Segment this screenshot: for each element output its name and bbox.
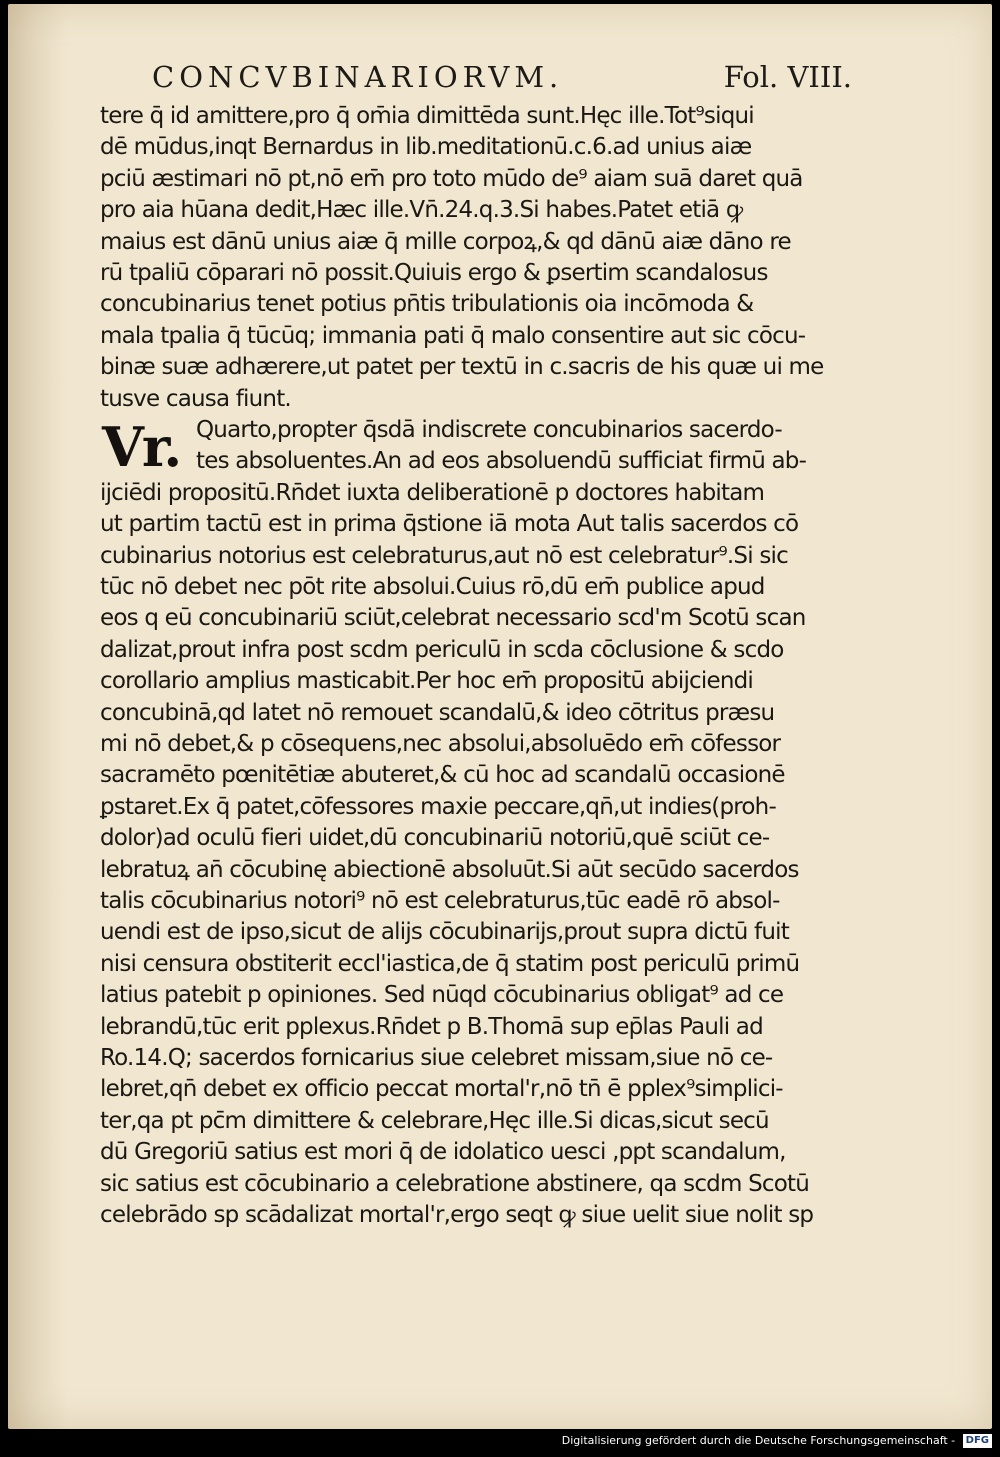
text-line: latius patebit p opiniones. Sed nūqd cōcubinarius obligat⁹ ad ce [100,982,784,1009]
decorated-initial: Vr. [102,415,181,479]
text-line: Ro.14.Q; sacerdos fornicarius siue celebret missam,siue nō ce- [100,1045,773,1071]
text-line: concubinā,qd latet nō remouet scandalū,& ideo cōtritus præsu [100,699,775,726]
page-header [152,60,852,100]
running-head: CONCVBINARIORVM. [152,60,564,94]
text-line: mi nō debet,& p cōsequens,nec absolui,absoluēdo em̄ cōfessor [100,731,781,757]
text-line: sic satius est cōcubinario a celebratione abstinere, qa scdm Scotū [100,1170,809,1197]
text-line: tes absoluentes.An ad eos absoluendū sufficiat firmū ab- [196,448,807,475]
text-line: ꝑstaret.Ex q̄ patet,cōfessores maxie peccare,qn̄,ut indies(proh- [100,793,776,820]
text-line: corollario amplius masticabit.Per hoc em̄ propositū abijciendi [100,668,753,695]
text-line: eos q eū concubinariū sciūt,celebrat necessario scd'm Scotū scan [100,605,806,632]
text-line: talis cōcubinarius notori⁹ nō est celebraturus,tūc eadē rō absol- [100,888,780,914]
digitization-credit [562,1431,992,1451]
text-line: cubinarius notorius est celebraturus,aut nō est celebratur⁹.Si sic [100,542,788,569]
text-line: tūc nō debet nec pōt rite absolui.Cuius rō,dū em̄ publice apud [100,574,765,600]
text-line: nisi censura obstiterit eccl'iastica,de q̄ statim post periculū primū [100,950,800,977]
text-line: binæ suæ adhærere,ut patet per textū in c.sacris de his quæ ui me [100,354,824,381]
text-line: tusve causa fiunt. [100,385,291,412]
folio-number: Fol. VIII. [723,60,852,94]
text-line: dū Gregoriū satius est mori q̄ de idolatico uesci ,ppt scandalum, [100,1139,786,1166]
text-line: rū tpaliū cōparari nō possit.Quiuis ergo & ꝑsertim scandalosus [100,260,768,286]
text-line: mala tpalia q̄ tūcūq; immania pati q̄ malo consentire aut sic cōcu- [100,322,806,349]
text-line: lebret,qn̄ debet ex officio peccat mortal'r,nō tn̄ ē pplex⁹simplici- [100,1076,783,1103]
text-line: maius est dānū unius aiæ q̄ mille corpoꝝ,& qd dānū aiæ dāno re [100,228,791,255]
dfg-logo: DFG [963,1434,992,1448]
text-line: ut partim tactū est in prima q̄stione iā mota Aut talis sacerdos cō [100,511,799,538]
text-line: pro aia hūana dedit,Hæc ille.Vn̄.24.q.3.Si habes.Patet etiā ꝙ [100,197,743,224]
text-line: dolor)ad oculū fieri uidet,dū concubinariū notoriū,quē sciūt ce- [100,825,770,852]
text-line: uendi est de ipso,sicut de alijs cōcubinarijs,prout supra dictū fuit [100,919,789,946]
text-line: dalizat,prout infra post scdm periculū in scda cōclusione & scdo [100,636,784,663]
credit-text: Digitalisierung gefördert durch die Deutsche Forschungsgemeinschaft - [561,1434,956,1447]
text-line: dē mūdus,inqt Bernardus in lib.meditationū.c.6.ad unius aiæ [100,134,752,161]
text-line: tere q̄ id amittere,pro q̄ om̄ia dimittēda sunt.Hęc ille.Tot⁹siqui [100,103,754,129]
text-line: ijciēdi propositū.Rn̄det iuxta deliberationē p doctores habitam [100,479,765,506]
text-line: ter,qa pt pc̄m dimittere & celebrare,Hęc ille.Si dicas,sicut secū [100,1107,769,1134]
text-line: pciū æstimari nō pt,nō em̄ pro toto mūdo de⁹ aiam suā daret quā [100,165,803,192]
text-line: celebrādo sp scādalizat mortal'r,ergo seqt ꝙ siue uelit siue nolit sp [100,1202,814,1228]
text-line: lebratuꝝ an̄ cōcubinę abiectionē absoluūt.Si aūt secūdo sacerdos [100,856,799,883]
text-line: concubinarius tenet potius pn̄tis tribulationis oia incōmoda & [100,291,754,318]
text-line: sacramēto pœnitētiæ abuteret,& cū hoc ad scandalū occasionē [100,762,785,789]
text-line: lebrandū,tūc erit pplexus.Rn̄det p B.Thomā sup ep̄las Pauli ad [100,1013,763,1040]
text-line: Quarto,propter q̄sdā indiscrete concubinarios sacerdo- [196,417,782,443]
